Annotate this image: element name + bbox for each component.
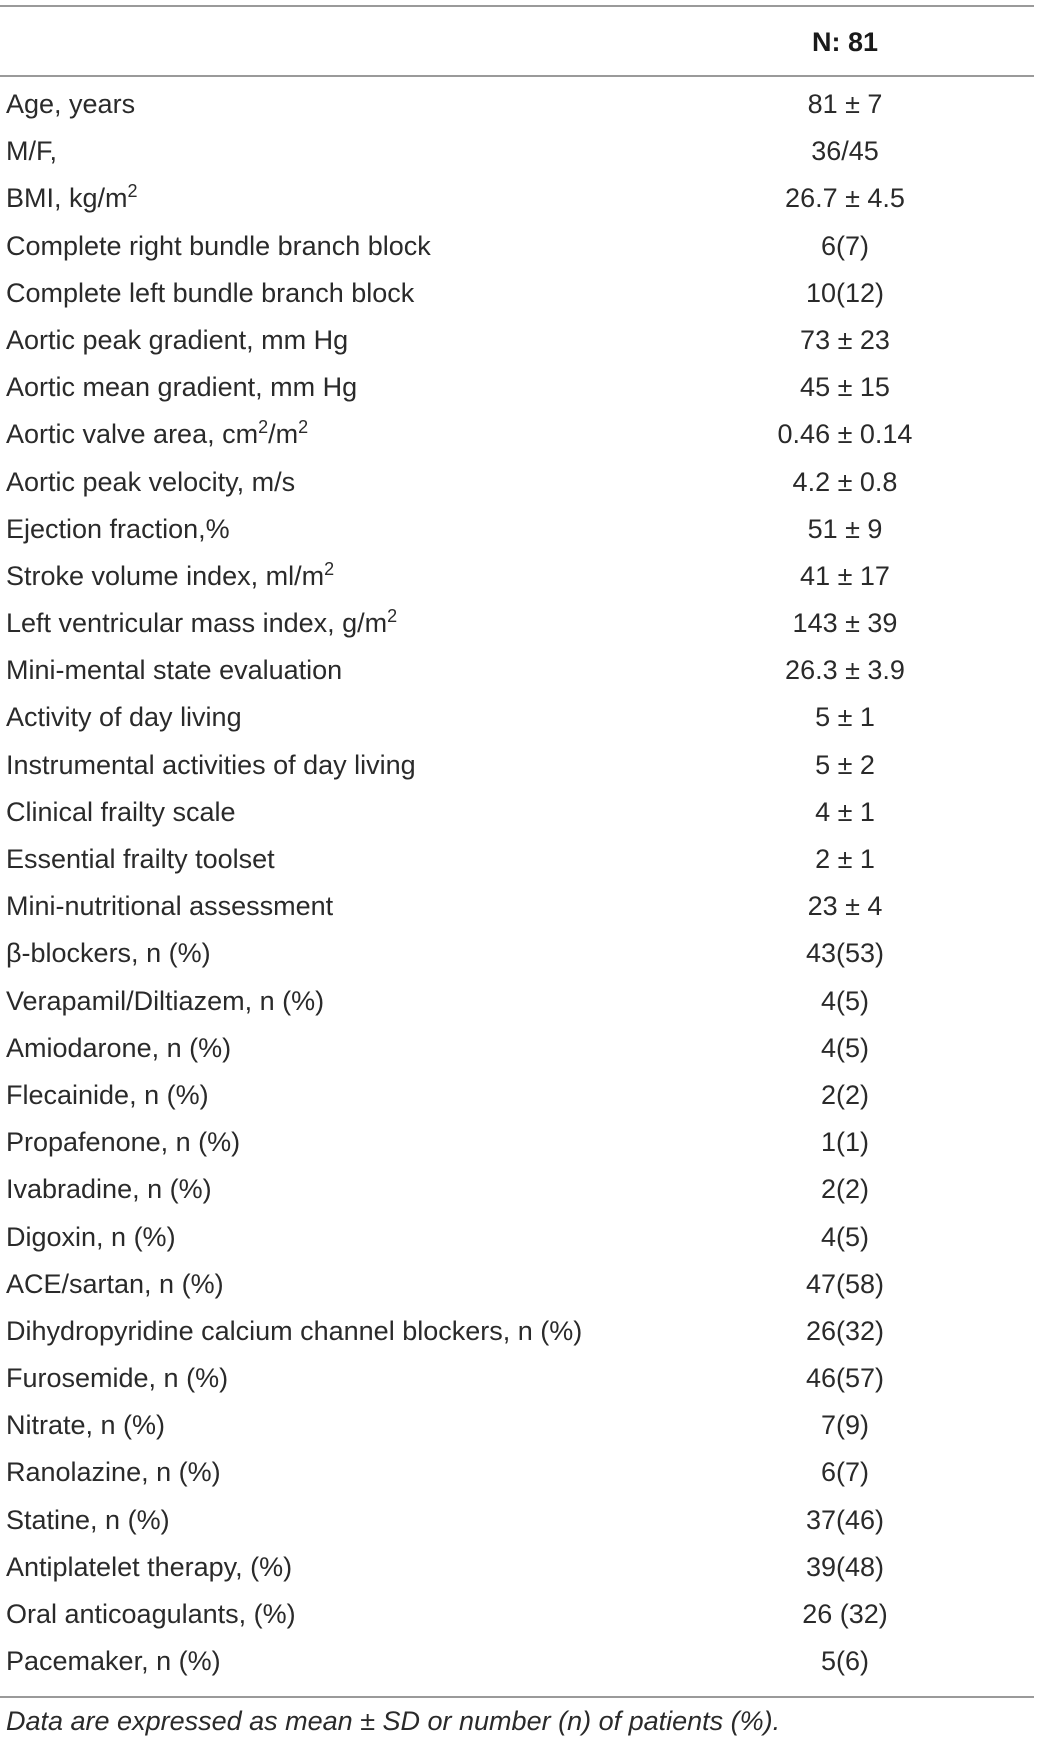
row-label-text: Left ventricular mass index, g/m [6, 608, 388, 639]
row-label [6, 506, 230, 553]
row-label-text: Complete left bundle branch block [6, 277, 415, 308]
row-value: 36/45 [811, 136, 879, 167]
row-value: 47(58) [805, 1268, 885, 1299]
row-label-text: Mini-nutritional assessment [6, 891, 334, 922]
superscript: 2 [298, 417, 309, 438]
row-label-text: Aortic peak velocity, m/s [6, 466, 296, 497]
row-label-text: Aortic peak gradient, mm Hg [6, 324, 349, 355]
row-label [6, 1497, 170, 1544]
table-row [0, 836, 1034, 883]
table-row [0, 1261, 1034, 1308]
row-value: 37(46) [805, 1504, 885, 1535]
row-value: 39(48) [805, 1551, 885, 1582]
table-row [0, 553, 1034, 600]
row-label [6, 553, 334, 600]
table-row [0, 1497, 1034, 1544]
table-row [0, 1544, 1034, 1591]
table-row [0, 1402, 1034, 1449]
row-label [6, 1119, 240, 1166]
table-row [0, 317, 1034, 364]
row-label [6, 1591, 296, 1638]
row-label-text: Nitrate, n (%) [6, 1410, 166, 1441]
row-label [6, 1308, 582, 1355]
table-row [0, 1638, 1034, 1685]
row-label-text: Aortic valve area, cm [6, 419, 259, 450]
row-value: 26.3 ± 3.9 [785, 655, 905, 686]
row-value: 4.2 ± 0.8 [792, 466, 898, 497]
row-value: 5(6) [820, 1646, 869, 1677]
row-label [6, 270, 414, 317]
table-row [0, 930, 1034, 977]
row-label-text: BMI, kg/m [6, 183, 128, 214]
row-label-text: Digoxin, n (%) [6, 1221, 176, 1252]
row-label [6, 789, 236, 836]
row-value: 2(2) [820, 1174, 869, 1205]
table-row [0, 411, 1034, 458]
row-label [6, 694, 242, 741]
table-footnote: Data are expressed as mean ± SD or number (n) of patients (%). [6, 1706, 781, 1736]
table-row [0, 1025, 1034, 1072]
table-row [0, 1355, 1034, 1402]
table-row [0, 128, 1034, 175]
table-row [0, 223, 1034, 270]
row-label [6, 1072, 209, 1119]
row-label [6, 81, 135, 128]
superscript: 2 [127, 181, 138, 202]
row-label-text: Antiplatelet therapy, (%) [6, 1551, 293, 1582]
row-label [6, 647, 342, 694]
row-label [6, 1214, 176, 1261]
row-label [6, 459, 295, 506]
row-label [6, 223, 431, 270]
row-label [6, 978, 324, 1025]
row-label [6, 364, 357, 411]
row-label-text: Verapamil/Diltiazem, n (%) [6, 985, 325, 1016]
row-value: 5 ± 2 [815, 749, 875, 780]
row-value: 73 ± 23 [800, 324, 890, 355]
row-label-text: Propafenone, n (%) [6, 1127, 241, 1158]
row-label-text: Statine, n (%) [6, 1504, 170, 1535]
row-label-text: Aortic mean gradient, mm Hg [6, 372, 358, 403]
row-label [6, 1402, 165, 1449]
row-label-text: Flecainide, n (%) [6, 1079, 209, 1110]
row-label-text: Stroke volume index, ml/m [6, 560, 325, 591]
row-label [6, 1449, 221, 1496]
table-row [0, 1308, 1034, 1355]
row-label-text: Ejection fraction,% [6, 513, 230, 544]
table-row [0, 1449, 1034, 1496]
row-value: 45 ± 15 [800, 372, 890, 403]
row-label [6, 1355, 228, 1402]
row-label-text: Pacemaker, n (%) [6, 1646, 221, 1677]
table-row [0, 81, 1034, 128]
row-value: 46(57) [805, 1363, 885, 1394]
row-label [6, 317, 348, 364]
table-row [0, 459, 1034, 506]
row-value: 4(5) [820, 985, 869, 1016]
row-label [6, 1166, 212, 1213]
row-label-text: Mini-mental state evaluation [6, 655, 343, 686]
row-value: 143 ± 39 [792, 608, 898, 639]
row-value: 5 ± 1 [815, 702, 875, 733]
row-value: 2 ± 1 [815, 844, 875, 874]
row-label [6, 836, 275, 883]
table-row [0, 1214, 1034, 1261]
row-label-text: Essential frailty toolset [6, 844, 275, 874]
table-row [0, 1072, 1034, 1119]
table-row [0, 694, 1034, 741]
row-value: 43(53) [805, 938, 885, 969]
row-label-text: Age, years [6, 89, 136, 119]
row-value: 23 ± 4 [807, 891, 883, 922]
row-value: 2(2) [820, 1079, 869, 1110]
row-value: 4(5) [820, 1032, 869, 1063]
row-value: 4(5) [820, 1221, 869, 1252]
row-label-text: Complete right bundle branch block [6, 230, 431, 261]
row-label-unit: /m [268, 419, 299, 450]
row-label [6, 411, 308, 458]
table-row [0, 270, 1034, 317]
table-header [0, 7, 1034, 75]
row-label-text: Ranolazine, n (%) [6, 1457, 221, 1488]
row-label [6, 1025, 231, 1072]
table-bottom-rule [0, 1696, 1034, 1698]
row-label-text: ACE/sartan, n (%) [6, 1268, 224, 1299]
row-label-text: Amiodarone, n (%) [6, 1032, 232, 1063]
table-row [0, 1591, 1034, 1638]
row-label-text: Clinical frailty scale [6, 796, 236, 827]
row-label [6, 1544, 292, 1591]
column-header-n: N: 81 [811, 27, 879, 57]
table-row [0, 647, 1034, 694]
row-value: 10(12) [805, 277, 885, 308]
table-row [0, 883, 1034, 930]
row-label-text: Instrumental activities of day living [6, 749, 416, 780]
row-label-text: Furosemide, n (%) [6, 1363, 229, 1394]
table-row [0, 742, 1034, 789]
table-row [0, 789, 1034, 836]
table-row [0, 600, 1034, 647]
row-label-text: Activity of day living [6, 702, 242, 733]
row-value: 26.7 ± 4.5 [785, 183, 905, 214]
superscript: 2 [258, 417, 269, 438]
row-value: 6(7) [820, 1457, 869, 1488]
row-value: 81 ± 7 [807, 89, 883, 119]
table-row [0, 1166, 1034, 1213]
row-label-text: Oral anticoagulants, (%) [6, 1599, 296, 1629]
table-row [0, 175, 1034, 222]
superscript: 2 [324, 558, 335, 579]
row-label [6, 1261, 224, 1308]
row-label [6, 175, 138, 222]
table-row [0, 1119, 1034, 1166]
row-label [6, 883, 333, 930]
table-row [0, 506, 1034, 553]
row-label-text: M/F, [6, 136, 57, 167]
row-value: 26(32) [805, 1315, 885, 1346]
row-value: 7(9) [820, 1410, 869, 1441]
row-label-text: Ivabradine, n (%) [6, 1174, 212, 1205]
row-value: 51 ± 9 [807, 513, 883, 544]
row-label-text: Dihydropyridine calcium channel blockers, n (%) [6, 1315, 583, 1346]
table-row [0, 978, 1034, 1025]
row-value: 41 ± 17 [800, 560, 890, 591]
row-value: 1(1) [820, 1127, 869, 1158]
row-label [6, 128, 57, 175]
table-body [0, 81, 1034, 1685]
row-value: 6(7) [820, 230, 869, 261]
row-label [6, 600, 397, 647]
row-label [6, 742, 416, 789]
row-value: 4 ± 1 [815, 796, 875, 827]
row-label [6, 930, 211, 977]
row-value: 26 (32) [802, 1599, 888, 1629]
header-rule [0, 75, 1034, 77]
row-label-text: β-blockers, n (%) [6, 938, 211, 969]
row-value: 0.46 ± 0.14 [777, 419, 913, 450]
row-label [6, 1638, 221, 1685]
table-row [0, 364, 1034, 411]
superscript: 2 [387, 606, 398, 627]
